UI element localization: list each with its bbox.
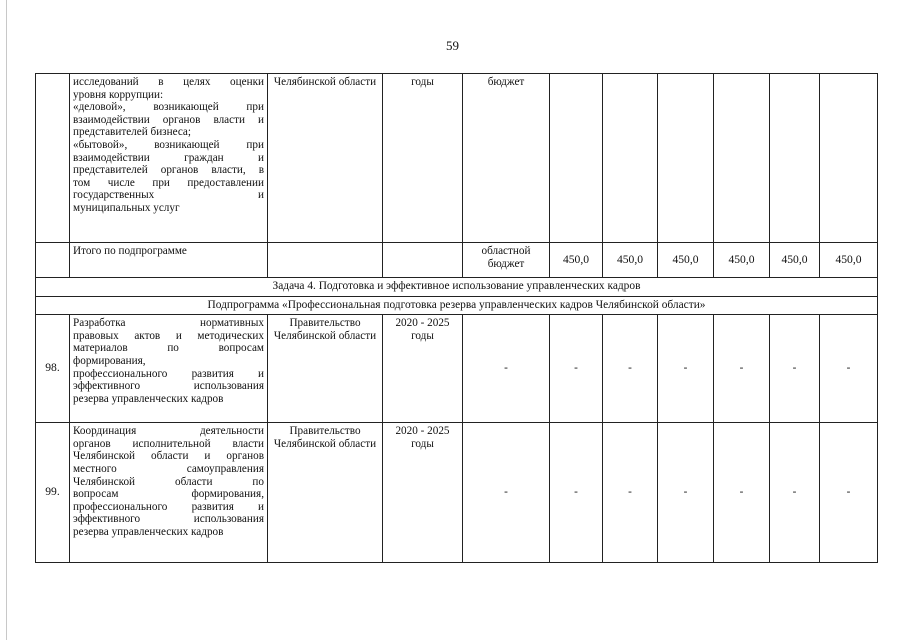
amount-cell (658, 74, 714, 243)
page-number: 59 (446, 38, 459, 53)
total-label-cell: Итого по подпрограмме (70, 243, 268, 278)
activity-name-cell: Координация деятельности органов исполнительной власти Челябинской области и органов местного самоуправления Челябинской области по вопросам формирования, профессионального развития и эффективного использования резерва управленческих кадров (70, 423, 268, 563)
funding-source-cell: - (463, 423, 550, 563)
subprogram-heading: Подпрограмма «Профессиональная подготовка резерва управленческих кадров Челябинской области» (36, 296, 878, 315)
amount-cell: - (770, 315, 820, 423)
amount-cell: - (550, 315, 603, 423)
executor-cell: Правительство Челябинской области (268, 315, 383, 423)
table-row-continued (36, 74, 878, 243)
amount-cell: - (550, 423, 603, 563)
row-number-cell: 98. (36, 315, 70, 423)
period-cell: 2020 - 2025 годы (383, 315, 463, 423)
amount-cell: - (603, 423, 658, 563)
table-row (36, 423, 878, 563)
table-row (36, 315, 878, 423)
period-cell: 2020 - 2025 годы (383, 423, 463, 563)
activity-name-cell: исследований в целях оценки уровня коррупции: «деловой», возникающей при взаимодействии органов власти и представителей бизнеса; «бытовой», возникающей при взаимодействии граждан и представителей органов власти, в том числе при предоставлении государственных и муниципальных услуг (70, 74, 268, 243)
amount-cell (603, 74, 658, 243)
amount-cell (714, 74, 770, 243)
amount-cell: - (820, 315, 878, 423)
amount-cell: - (714, 423, 770, 563)
executor-cell (268, 243, 383, 278)
activity-name-cell: Разработка нормативных правовых актов и методических материалов по вопросам формирования, профессионального развития и эффективного использования резерва управленческих кадров (70, 315, 268, 423)
funding-source-cell: бюджет (463, 74, 550, 243)
period-cell: годы (383, 74, 463, 243)
total-amount-cell: 450,0 (714, 243, 770, 278)
period-cell (383, 243, 463, 278)
amount-cell: - (658, 423, 714, 563)
amount-cell: - (820, 423, 878, 563)
table-row-subprogram-total (36, 243, 878, 278)
amount-cell (550, 74, 603, 243)
row-number-cell: 99. (36, 423, 70, 563)
total-amount-cell: 450,0 (550, 243, 603, 278)
row-number-cell (36, 243, 70, 278)
program-activities-table (35, 73, 878, 563)
total-amount-cell: 450,0 (658, 243, 714, 278)
executor-cell: Челябинской области (268, 74, 383, 243)
total-amount-cell: 450,0 (770, 243, 820, 278)
amount-cell (820, 74, 878, 243)
amount-cell (770, 74, 820, 243)
row-number-cell (36, 74, 70, 243)
task-heading: Задача 4. Подготовка и эффективное использование управленческих кадров (36, 278, 878, 297)
amount-cell: - (770, 423, 820, 563)
funding-source-cell: - (463, 315, 550, 423)
table-row-task-heading (36, 278, 878, 297)
executor-cell: Правительство Челябинской области (268, 423, 383, 563)
amount-cell: - (658, 315, 714, 423)
total-amount-cell: 450,0 (603, 243, 658, 278)
total-amount-cell: 450,0 (820, 243, 878, 278)
scan-edge-line (6, 0, 7, 640)
amount-cell: - (603, 315, 658, 423)
table-row-subprogram-heading (36, 296, 878, 315)
funding-source-cell: областной бюджет (463, 243, 550, 278)
amount-cell: - (714, 315, 770, 423)
